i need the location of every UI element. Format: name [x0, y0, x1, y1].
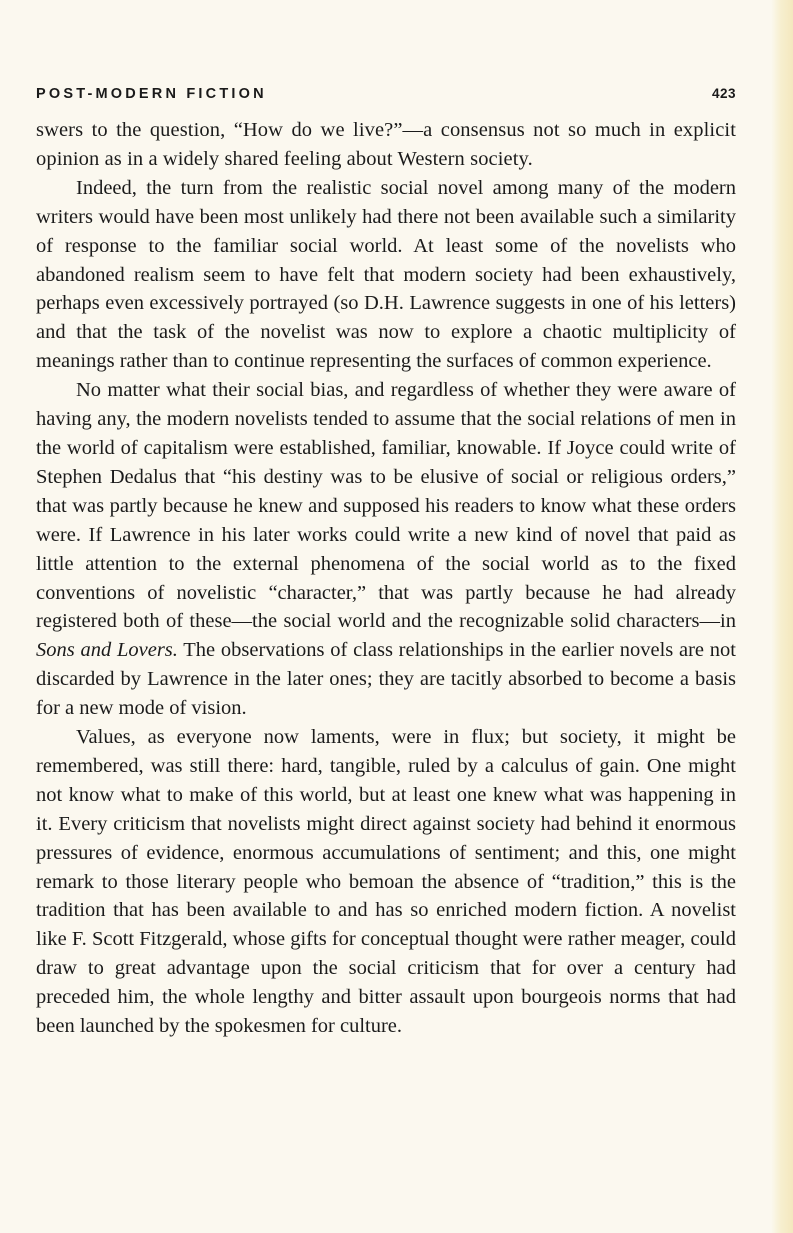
body-text: [36, 116, 736, 1041]
page-edge-shadow: [771, 0, 793, 1233]
paragraph-2: Indeed, the turn from the realistic social novel among many of the modern writers would have been most unlikely had there not been available such a similarity of response to the familiar social world. At least some of the novelists who abandoned realism seem to have felt that modern society had been exhaustively, perhaps even excessively portrayed (so D.H. Lawrence suggests in one of his letters) and that the task of the novelist was now to explore a chaotic multiplicity of meanings rather than to continue representing the surfaces of common experience.: [36, 176, 736, 373]
running-title: POST-MODERN FICTION: [36, 86, 267, 102]
paragraph-3-text: No matter what their social bias, and regardless of whether they were aware of having any, the modern novelists tended to assume that the social relations of men in the world of capitalism were established, familiar, knowable. If Joyce could write of Stephen Dedalus that “his destiny was to be elusive of social or religious orders,” that was partly because he knew and supposed his readers to know what these orders were. If Lawrence in his later works could write a new kind of novel that paid as little attention to the external phenomena of the social world as to the fixed conventions of novelistic “character,” that was partly because he had already registered both of these—the social world and the recognizable solid characters—in: [36, 379, 736, 633]
paragraph-3: [36, 376, 736, 723]
book-page: [36, 86, 736, 1041]
paragraph-4: Values, as everyone now laments, were in flux; but society, it might be remembered, was still there: hard, tangible, ruled by a calculus of gain. One might not know what to make of this world, but at least one knew what was happening in it. Every criticism that novelists might direct against society had behind it enormous pressures of evidence, enormous accumulations of sentiment; and this, one might remark to those literary people who bemoan the absence of “tradition,” this is the tradition that has been available to and has so enriched modern fiction. A novelist like F. Scott Fitzgerald, whose gifts for conceptual thought were rather meager, could draw to great advantage upon the social criticism that for over a century had preceded him, the whole lengthy and bitter assault upon bourgeois norms that had been launched by the spokesmen for culture.: [36, 726, 736, 1038]
paragraph-3-continuation: The observations of class relationships in the earlier novels are not discarded by Lawrence in the later ones; they are tacitly absorbed to become a basis for a new mode of vision.: [36, 639, 736, 720]
running-head: [36, 86, 736, 116]
page-number: 423: [711, 86, 736, 101]
paragraph-1: swers to the question, “How do we live?”—a consensus not so much in explicit opinion as in a widely shared feeling about Western society.: [36, 119, 736, 170]
book-title-sons-and-lovers: Sons and Lovers.: [36, 639, 178, 662]
